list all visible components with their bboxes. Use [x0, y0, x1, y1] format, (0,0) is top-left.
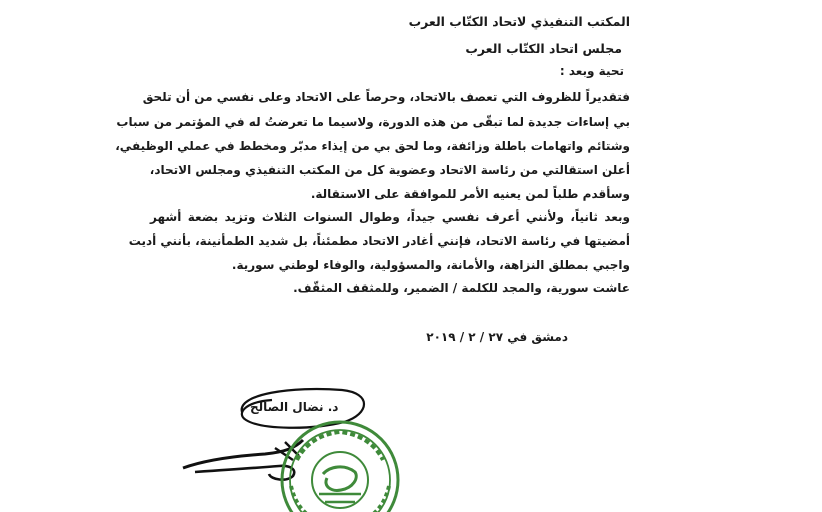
body-line-7: أمضيتها في رئاسة الاتحاد، فإنني أغادر الاتحاد مطمئناً، بل شديد الطمأنينة، بأنني أديت: [128, 234, 630, 248]
body-line-1: فتقديراً للظروف التي تعصف بالاتحاد، وحرصاً على الاتحاد وعلى نفسي من أن تلحق: [142, 90, 630, 104]
body-line-8: واجبي بمطلق النزاهة، والأمانة، والمسؤولية، والوفاء لوطني سورية.: [231, 258, 630, 272]
signatory-name: د. نضال الصالح: [250, 400, 339, 414]
letter-date: دمشق في ٢٧ / ٢ / ٢٠١٩: [426, 330, 568, 344]
body-line-2: بي إساءات جديدة لما تبقّى من هذه الدورة، ولاسيما ما تعرضتُ له في المؤتمر من سباب: [116, 115, 630, 129]
recipient-line-1: المكتب التنفيذي لاتحاد الكتّاب العرب: [408, 14, 630, 29]
recipient-line-2: مجلس اتحاد الكتّاب العرب: [465, 41, 622, 56]
official-seal: [275, 412, 405, 512]
body-line-5: وسأقدم طلباً لمن يعنيه الأمر للموافقة على الاستقالة.: [310, 187, 630, 201]
body-line-3: وشتائم واتهامات باطلة وزائفة، وما لحق بي من إيذاء مدبّر ومخطط في عملي الوظيفي،: [115, 139, 630, 153]
greeting: تحية وبعد :: [559, 64, 624, 78]
body-line-6: وبعد ثانياً، ولأنني أعرف نفسي جيداً، وطوال السنوات الثلاث وتزيد بضعة أشهر: [150, 210, 630, 224]
body-line-9: عاشت سورية، والمجد للكلمة / الضمير، وللمثقف المثقّف.: [293, 281, 630, 295]
body-line-4: أعلن استقالتي من رئاسة الاتحاد وعضوية كل من المكتب التنفيذي ومجلس الاتحاد،: [149, 163, 630, 177]
